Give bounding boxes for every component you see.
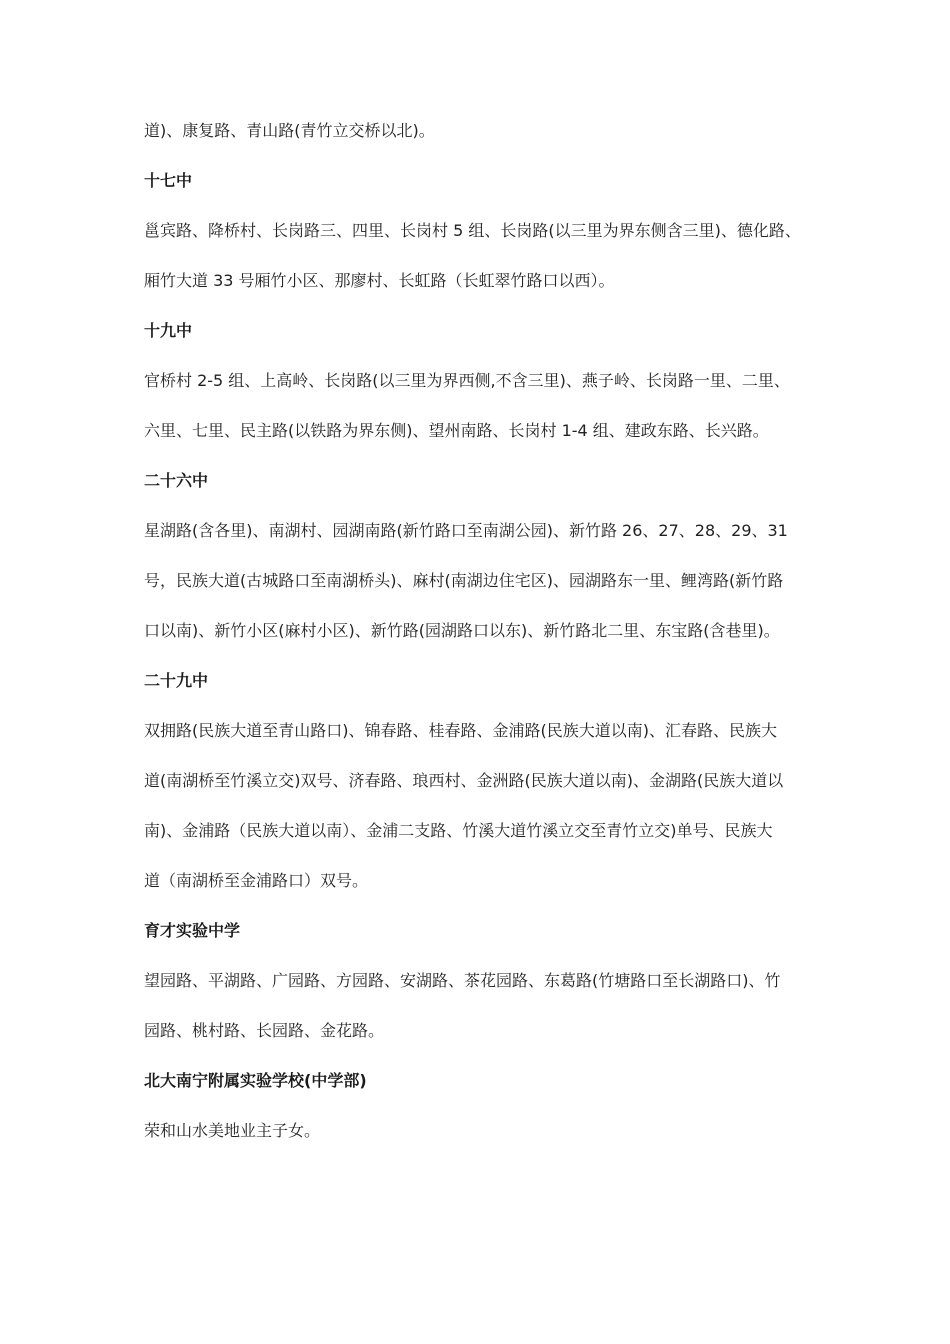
text-line: 六里、七里、民主路(以铁路为界东侧)、望州南路、长岗村 1-4 组、建政东路、长兴路。 — [144, 421, 769, 440]
section-heading-19: 十九中 — [144, 321, 193, 340]
text-line: 园路、桃村路、长园路、金花路。 — [144, 1021, 385, 1040]
paragraph-19 — [144, 356, 812, 456]
paragraph-yucai — [144, 956, 812, 1056]
text-line: 道（南湖桥至金浦路口）双号。 — [144, 871, 369, 890]
text-line: 双拥路(民族大道至青山路口)、锦春路、桂春路、金浦路(民族大道以南)、汇春路、民族大 — [144, 721, 777, 740]
text-line: 邕宾路、降桥村、长岗路三、四里、长岗村 5 组、长岗路(以三里为界东侧含三里)、德化路、 — [144, 221, 801, 240]
text-line: 口以南)、新竹小区(麻村小区)、新竹路(园湖路口以东)、新竹路北二里、东宝路(含巷里)。 — [144, 621, 780, 640]
text-line: 号，民族大道(古城路口至南湖桥头)、麻村(南湖边住宅区)、园湖路东一里、鲤湾路(新竹路 — [144, 571, 784, 590]
paragraph-26 — [144, 506, 812, 656]
section-heading-17: 十七中 — [144, 171, 193, 190]
section-heading-29: 二十九中 — [144, 671, 209, 690]
text-line: 道)、康复路、青山路(青竹立交桥以北)。 — [144, 121, 435, 140]
section-heading-26: 二十六中 — [144, 471, 209, 490]
paragraph-29 — [144, 706, 812, 906]
paragraph-pku-nanning — [144, 1106, 812, 1156]
text-line: 荣和山水美地业主子女。 — [144, 1121, 321, 1140]
section-heading-yucai: 育才实验中学 — [144, 921, 241, 940]
paragraph-continuation — [144, 106, 812, 156]
text-line: 星湖路(含各里)、南湖村、园湖南路(新竹路口至南湖公园)、新竹路 26、27、28、29、31 — [144, 521, 788, 540]
text-line: 道(南湖桥至竹溪立交)双号、济春路、琅西村、金洲路(民族大道以南)、金湖路(民族大道以 — [144, 771, 784, 790]
text-line: 厢竹大道 33 号厢竹小区、那廖村、长虹路（长虹翠竹路口以西）。 — [144, 271, 615, 290]
text-line: 南)、金浦路（民族大道以南）、金浦二支路、竹溪大道竹溪立交至青竹立交)单号、民族大 — [144, 821, 773, 840]
text-line: 官桥村 2-5 组、上高岭、长岗路(以三里为界西侧,不含三里)、燕子岭、长岗路一里、二里、 — [144, 371, 790, 390]
paragraph-17 — [144, 206, 812, 306]
section-heading-pku-nanning: 北大南宁附属实验学校(中学部) — [144, 1071, 367, 1090]
text-line: 望园路、平湖路、广园路、方园路、安湖路、茶花园路、东葛路(竹塘路口至长湖路口)、竹 — [144, 971, 781, 990]
document-content — [144, 106, 812, 1156]
